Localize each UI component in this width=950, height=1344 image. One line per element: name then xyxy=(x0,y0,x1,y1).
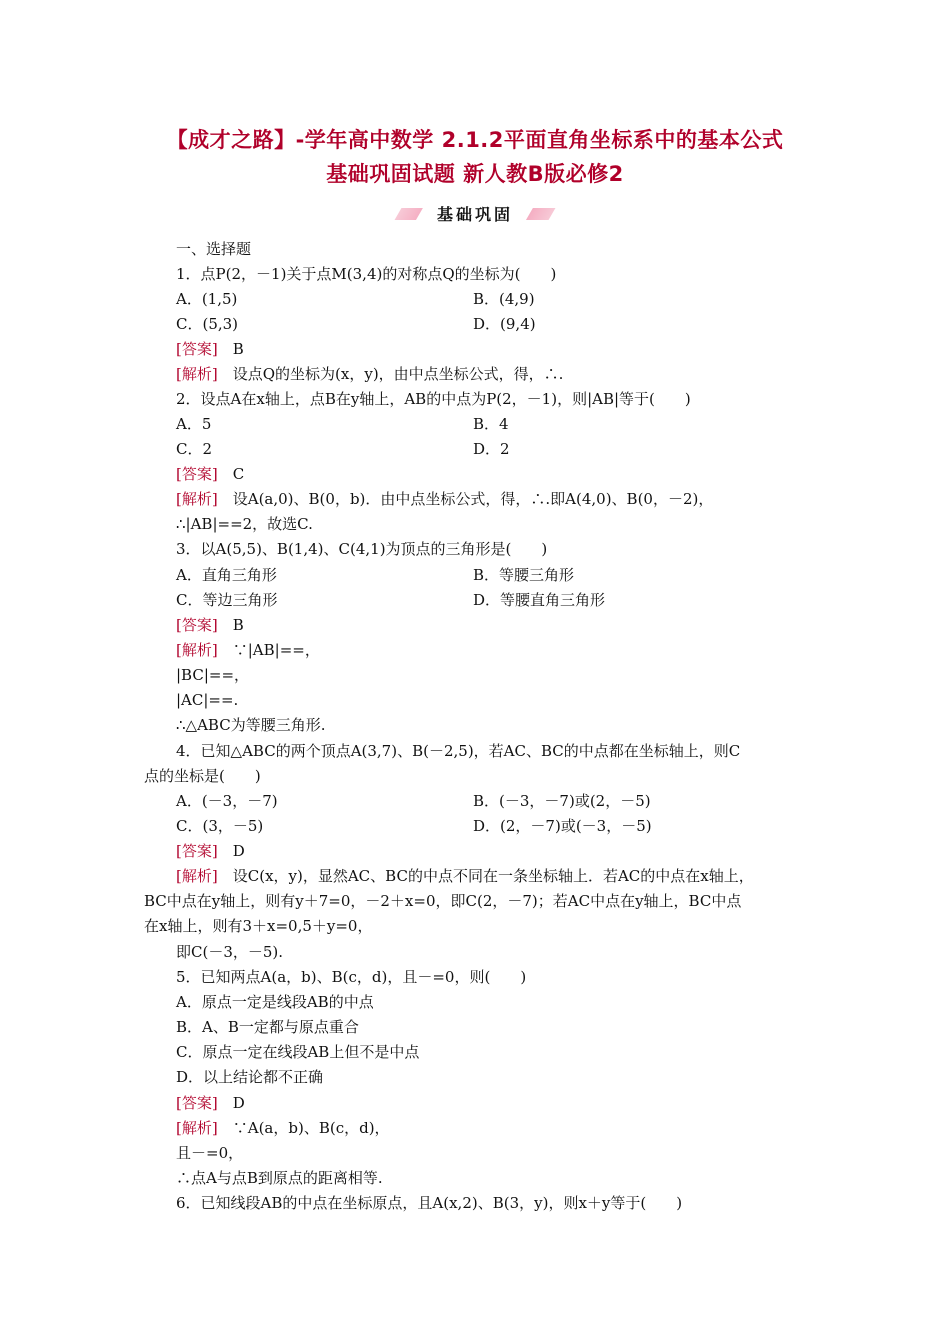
analysis-tag: [解析] xyxy=(176,365,218,383)
q4-option-c: C．(3，－5) xyxy=(176,817,264,835)
q2-analysis-line2: ∴|AB|==2，故选C. xyxy=(176,515,313,533)
q5-analysis-line3: ∴点A与点B到原点的距离相等. xyxy=(176,1169,383,1187)
analysis-tag: [解析] xyxy=(176,490,218,508)
q2-option-d: D．2 xyxy=(473,440,510,458)
answer-tag: [答案] xyxy=(176,340,218,358)
q3-option-a: A．直角三角形 xyxy=(176,566,277,584)
q2-analysis xyxy=(176,489,713,509)
q3-option-d: D．等腰直角三角形 xyxy=(473,591,606,609)
q5-option-d: D．以上结论都不正确 xyxy=(176,1068,324,1086)
answer-tag: [答案] xyxy=(176,1094,218,1112)
q3-analysis xyxy=(176,640,320,660)
q4-analysis xyxy=(176,866,754,886)
q6-stem: 6．已知线段AB的中点在坐标原点，且A(x,2)、B(3，y)，则x＋y等于( ) xyxy=(176,1194,683,1212)
q2-stem: 2．设点A在x轴上，点B在y轴上，AB的中点为P(2，－1)，则|AB|等于( ) xyxy=(176,390,691,408)
q5-stem: 5．已知两点A(a，b)、B(c，d)，且－=0，则( ) xyxy=(176,968,527,986)
q2-answer xyxy=(176,464,244,484)
q4-stem-line2: 点的坐标是( ) xyxy=(144,767,261,785)
q5-analysis-line2: 且－=0， xyxy=(176,1144,244,1162)
q3-answer xyxy=(176,615,244,635)
q4-option-a: A．(－3，－7) xyxy=(176,792,278,810)
analysis-text: ∵|AB|==， xyxy=(232,641,320,659)
q4-analysis-line3: 在x轴上，则有3＋x=0,5＋y=0， xyxy=(144,917,373,935)
section-heading: 一、选择题 xyxy=(176,240,252,258)
answer-tag: [答案] xyxy=(176,616,218,634)
answer-value: B xyxy=(232,616,244,634)
q1-analysis xyxy=(176,364,563,384)
q2-option-a: A．5 xyxy=(176,415,212,433)
q3-analysis-line3: |AC|==. xyxy=(176,691,239,709)
q2-option-c: C．2 xyxy=(176,440,213,458)
q1-option-b: B．(4,9) xyxy=(473,290,535,308)
q1-answer xyxy=(176,339,244,359)
answer-value: D xyxy=(232,842,245,860)
analysis-tag: [解析] xyxy=(176,641,218,659)
analysis-tag: [解析] xyxy=(176,1119,218,1137)
q5-option-a: A．原点一定是线段AB的中点 xyxy=(176,993,374,1011)
analysis-text: 设点Q的坐标为(x，y)，由中点坐标公式，得，∴. xyxy=(232,365,564,383)
answer-value: B xyxy=(232,340,244,358)
q3-option-c: C．等边三角形 xyxy=(176,591,278,609)
analysis-text: ∵A(a，b)、B(c，d)， xyxy=(232,1119,390,1137)
q5-analysis xyxy=(176,1118,390,1138)
q2-option-b: B．4 xyxy=(473,415,509,433)
answer-value: C xyxy=(232,465,245,483)
q3-analysis-line2: |BC|==， xyxy=(176,666,250,684)
q4-option-b: B．(－3，－7)或(2，－5) xyxy=(473,792,651,810)
analysis-text: 设C(x，y)，显然AC、BC的中点不同在一条坐标轴上．若AC的中点在x轴上， xyxy=(232,867,754,885)
q3-analysis-line4: ∴△ABC为等腰三角形. xyxy=(176,716,326,734)
answer-tag: [答案] xyxy=(176,842,218,860)
q4-answer xyxy=(176,841,245,861)
q1-option-d: D．(9,4) xyxy=(473,315,536,333)
q4-analysis-line2: BC中点在y轴上，则有y＋7=0，－2＋x=0，即C(2，－7)；若AC中点在y轴上，BC中点 xyxy=(144,892,742,910)
analysis-text: 设A(a,0)、B(0，b)．由中点坐标公式，得，∴.即A(4,0)、B(0，－2)， xyxy=(232,490,714,508)
q3-option-b: B．等腰三角形 xyxy=(473,566,575,584)
q4-analysis-line4: 即C(－3，－5). xyxy=(176,943,284,961)
q1-option-c: C．(5,3) xyxy=(176,315,239,333)
document-title-line1: 【成才之路】-学年高中数学 2.1.2平面直角坐标系中的基本公式 xyxy=(166,128,784,152)
q5-answer xyxy=(176,1093,245,1113)
q3-stem: 3．以A(5,5)、B(1,4)、C(4,1)为顶点的三角形是( ) xyxy=(176,540,548,558)
analysis-tag: [解析] xyxy=(176,867,218,885)
badge-label: 基础巩固 xyxy=(436,205,513,224)
q5-option-b: B．A、B一定都与原点重合 xyxy=(176,1018,359,1036)
q5-option-c: C．原点一定在线段AB上但不是中点 xyxy=(176,1043,420,1061)
q4-option-d: D．(2，－7)或(－3，－5) xyxy=(473,817,652,835)
q1-stem: 1．点P(2，－1)关于点M(3,4)的对称点Q的坐标为( ) xyxy=(176,265,557,283)
answer-tag: [答案] xyxy=(176,465,218,483)
section-badge xyxy=(398,200,552,226)
q4-stem: 4．已知△ABC的两个顶点A(3,7)、B(－2,5)，若AC、BC的中点都在坐标轴上，则C xyxy=(176,742,741,760)
answer-value: D xyxy=(232,1094,245,1112)
q1-option-a: A．(1,5) xyxy=(176,290,238,308)
document-title-line2: 基础巩固试题 新人教B版必修2 xyxy=(326,162,624,186)
